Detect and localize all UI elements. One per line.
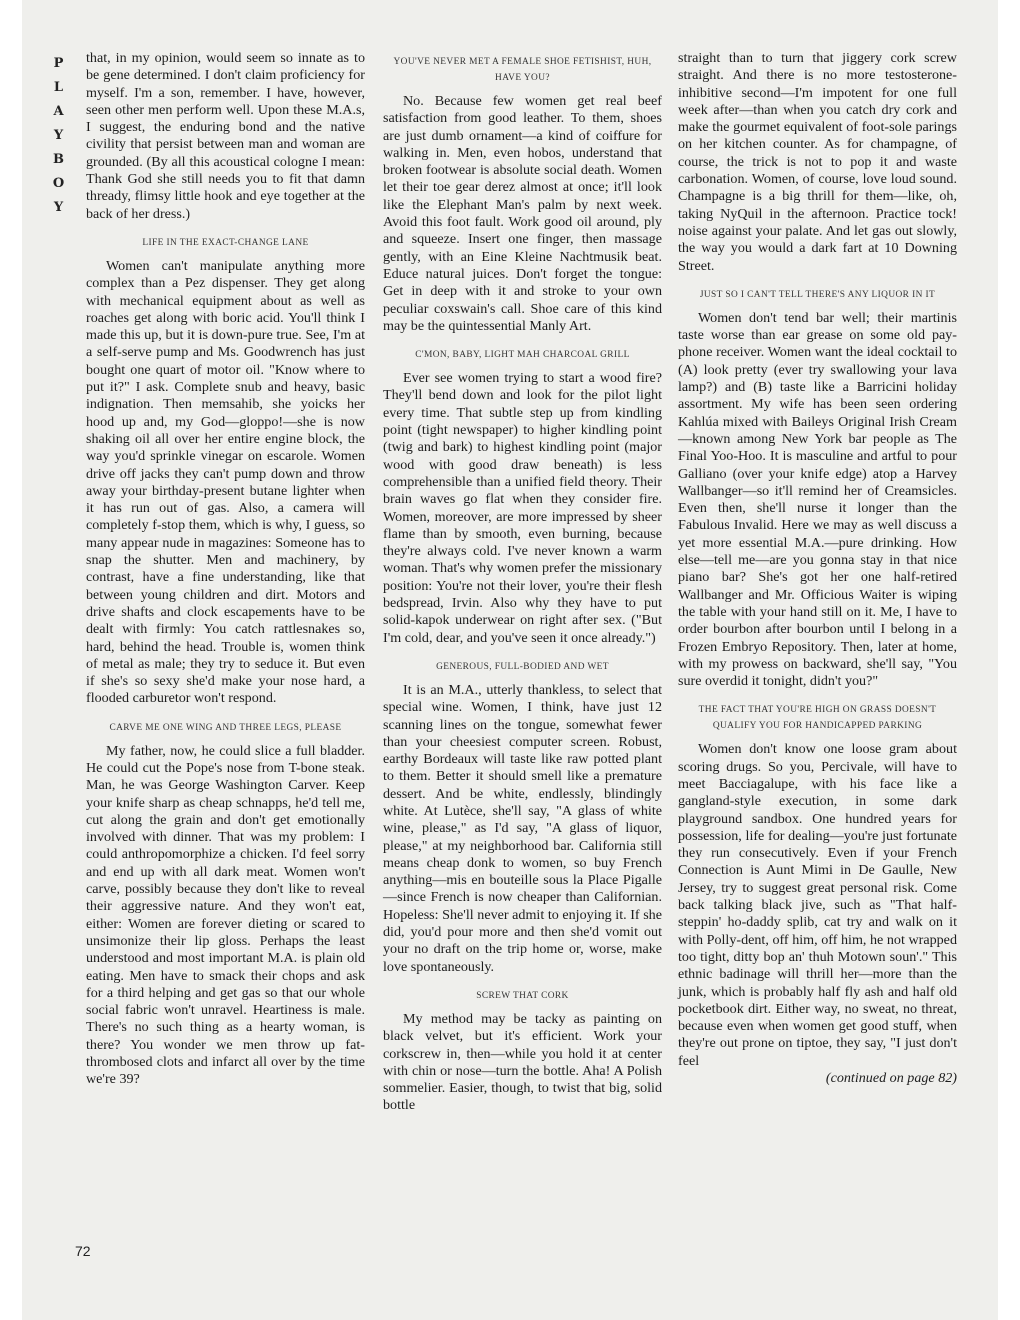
paragraph: Ever see women trying to start a wood fire? They'll bend down and look for the pilot light every time. That subtle step up from kindling point (tight newspaper) to higher kindling point (twig and bark) to highest kindling point (major wood with good draw beneath) is less comprehensible than a unified field theory. Their brain waves go flat when they consider fire. Women, moreover, are more impressed by sheer flame than by smooth, even burning, because they're always cold. I've never known a warm woman. That's why women prefer the missionary position: You're not their lover, you're their flesh bedspread, Irvin. Also why they have to put solid-kapok underwear on right after sex. ("But I'm cold, dear, and you've seen it once already.") (383, 370, 662, 646)
continued-note: (continued on page 82) (825, 1070, 957, 1087)
section-heading: GENEROUS, FULL-BODIED AND WET (436, 661, 609, 672)
column-3 (678, 50, 957, 1087)
paragraph: My method may be tacky as painting on black velvet, but it's efficient. Work your corkscrew in, then—while you hold it at center with chin or nose—turn the bottle. Aha! A Polish sommelier. Easier, though, to twist that big, solid bottle (383, 1010, 662, 1114)
section-heading: C'MON, BABY, LIGHT MAH CHARCOAL GRILL (415, 350, 630, 361)
section-heading: LIFE IN THE EXACT-CHANGE LANE (142, 237, 309, 248)
section-heading: JUST SO I CAN'T TELL THERE'S ANY LIQUOR IN IT (699, 289, 936, 300)
paragraph: that, in my opinion, would seem so innate as to be gene determined. I don't claim proficiency for myself. I'm a son, remember. I have, however, seen other men perform well. Upon these M.A.s, I suggest, the enduring bond and the native civility that persist between man and woman are grounded. (By all this acoustical cologne I mean: Thank God she still needs you to fit that damn thready, flimsy little hook and eye together at the back of her dress.) (86, 50, 365, 222)
section-heading: THE FACT THAT YOU'RE HIGH ON GRASS DOESN'T QUALIFY YOU FOR HANDICAPPED PARKING (698, 705, 937, 732)
paragraph: Women don't tend bar well; their martinis taste worse than ear grease on some old pay-phone receiver. Women want the ideal cocktail to (A) look pretty (ever try swallowing your lava lamp?) and (B) taste like a Barricini holiday assortment. My wife has been seen ordering Kahlúa mixed with Baileys Original Irish Cream—known among New York bar people as The Final Yoo-Hoo. It is masculine and artful to pour Galliano (over your knife edge) atop a Harvey Wallbanger—so it'll remind her of Creamsicles. Even then, she'll nurse it longer than the Fabulous Invalid. Here we may as well discuss a yet more essential M.A.—pure drinking. How else—tell me—are you gonna stay in that nice piano bar? She's got her one half-retired Wallbanger and Mr. Officious Waiter is wiping the table with your hand still on it. Me, I have to order bourbon after bourbon until I belong in a Frozen Embryo Repository. Then, later at home, with my prowess on backward, she'll say, "You sure overdid it tonight, didn't you?" (678, 309, 957, 690)
paragraph: It is an M.A., utterly thankless, to select that special wine. Women, I think, have just 12 scanning lines on the tongue, somewhat fewer than your cheesiest computer screen. Robust, earthy Bordeaux will taste like raw potted plant to them. Better it should smell like a premature dessert. And be white, endlessly, blindingly white. At Lutèce, she'll say, "A glass of white wine, please," as I'd say, "A glass of liquor, please," at my neighborhood bar. California still means cheap donk to women, so buy French anything—mis en bouteille sous la Place Pigalle—since French is now cheaper than Californian. Hopeless: She'll never admit to enjoying it. If she did, you'd pour more and then she'd vomit out your no draft on the trip home or, worse, make love spontaneously. (383, 681, 662, 975)
paragraph: straight than to turn that jiggery cork screw straight. And there is no more testosterone-inhibitive second—I'm impotent for one full week after—than when you catch dry cork and make the gourmet equivalent of foot-sole parings on her kitchen counter. As for champagne, of course, the trick is not to pop it and waste carbonation. Women, of course, love loud sound. Champagne is a big thrill for them—like, oh, taking NyQuil in the afternoon. Practice tock! noise against your palate. And let gas out slowly, the way you would a dark fart at 10 Downing Street. (678, 50, 957, 274)
paragraph: My father, now, he could slice a full bladder. He could cut the Pope's nose from T-bone steak. Man, he was George Washington Carver. Keep your knife sharp as cheap schnapps, he'd tell me, cut along the grain and don't get emotionally involved with dinner. That was my problem: I could anthropomorphize a chicken. I'd feel sorry and end up with all dark meat. Women won't carve, possibly because they don't like to reveal their aggressive nature. And they won't eat, either: Women are forever dieting or scared to unsimonize their lip gloss. Perhaps the least understood and most important M.A. is plain old eating. Men have to smack their chops and ask for a third helping and get gas so that our whole social fabric won't unravel. Heartiness is male. There's no such thing as a hearty woman, is there? You wonder we men throw up fat-thrombosed clots and infarct all over by the time we're 39? (86, 742, 365, 1088)
section-heading: SCREW THAT CORK (476, 990, 569, 1001)
page-number: 72 (75, 1243, 91, 1259)
paragraph: Women don't know one loose gram about scoring drugs. So you, Percivale, will have to meet Bacciagalupe, with his face like a gangland-style execution, in some dark playground sandbox. One hundred years for possession, life for dealing—you're just fortunate they run consecutively. Even if your French Connection is Aunt Mimi in De Gaulle, New Jersey, try to suggest great personal risk. Come back talking black jive, such as "That half-steppin' ho-daddy splib, cat try and walk on it with Polly-dent, off him, off him, he not wrapped too tight, ditty bop an' thuh Motown soun'." This ethnic badinage will thrill her—more than the junk, which is probably half fly ash and half old pocketbook dirt. Either way, no sweat, no threat, because even when women get good stuff, when they're out prone on tiptoe, they say, "I just don't feel (678, 741, 957, 1069)
column-2 (383, 50, 662, 1115)
paragraph: No. Because few women get real beef satisfaction from good leather. To them, shoes are just dumb ornament—a kind of coiffure for walking in. Men, even hobos, understand that broken footwear is absolute social death. Women let their toe gear derez almost at once; it'll look like the Elephant Man's palm by next week. Avoid this foot fault. Work good oil around, ply and squeeze. Insert one finger, then massage gently, with an Eine Kleine Nachtmusik beat. Educe natural juices. Don't forget the tongue: Get in deep with it and stroke to your own peculiar coxswain's call. Shoe care of this kind may be the quintessential Manly Art. (383, 93, 662, 334)
paragraph: Women can't manipulate anything more complex than a Pez dispenser. They get along with mechanical equipment about as well as roaches get along with boric acid. You'll think I made this up, but it is down-pure true. See, I'm at a self-serve pump and Ms. Goodwrench has just bought one quart of motor oil. "Know where to put it?" I ask. Complete snub and heavy, basic indignation. Then memsahib, she yoicks her hood up and, my God—gloppo!—she is now shaking oil all over her entire engine block, the way you'd sprinkle vinegar on escarole. Women drive off jacks they can't pump down and throw away your birthday-present butane lighter when it has run out of gas. Also, a camera will completely f-stop them, which is why, I guess, so many appear nude in magazines: Someone has to snap the shutter. Men and machinery, by contrast, have a fine understanding, like that between young children and dirt. Motors and drive shafts and clock escapements have to be dealt with firmly: You catch rattlesnakes so, hard, behind the head. Trouble is, women think of metal as male; they try to seduce it. But even if she's so sexy she'd make your nose hard, a flooded carburetor won't respond. (86, 257, 365, 707)
section-heading: YOU'VE NEVER MET A FEMALE SHOE FETISHIST, HUH, HAVE YOU? (393, 57, 652, 83)
magazine-masthead: PLAYBOY (51, 56, 66, 224)
column-1 (86, 50, 365, 1089)
section-heading: CARVE ME ONE WING AND THREE LEGS, PLEASE (109, 722, 342, 733)
